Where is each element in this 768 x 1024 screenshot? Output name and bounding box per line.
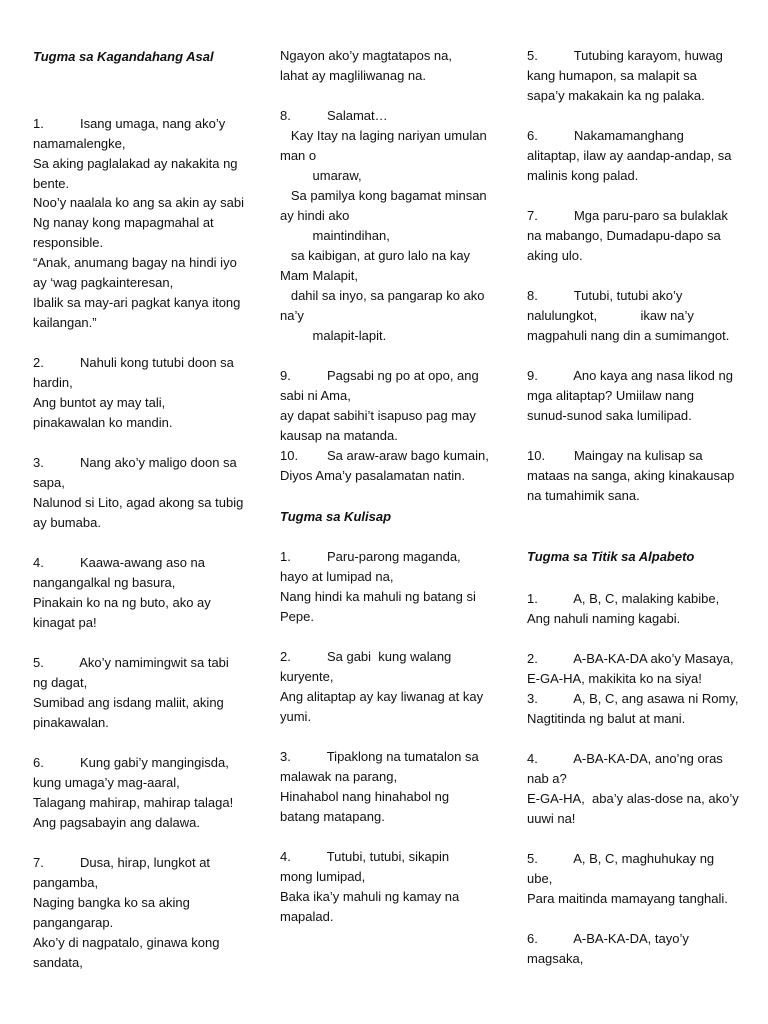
text-line: Ang buntot ay may tali, <box>33 395 166 410</box>
text-line: 2. A-BA-KA-DA ako’y Masaya, <box>527 651 734 666</box>
text-line: 9. Pagsabi ng po at opo, ang <box>280 368 479 383</box>
text-line: mapalad. <box>280 909 334 924</box>
text-line: na mabango, Dumadapu-dapo sa <box>527 228 721 243</box>
text-line: Diyos Ama’y pasalamatan natin. <box>280 468 465 483</box>
text-line: Ako’y di nagpatalo, ginawa kong <box>33 935 220 950</box>
text-line: kinagat pa! <box>33 615 97 630</box>
text-line: 5. A, B, C, maghuhukay ng <box>527 851 715 866</box>
text-line: sandata, <box>33 955 83 970</box>
text-line: pangangarap. <box>33 915 114 930</box>
text-line: 7. Mga paru-paro sa bulaklak <box>527 208 728 223</box>
text-line: Nagtitinda ng balut at mani. <box>527 711 686 726</box>
text-line: malapit-lapit. <box>280 328 387 343</box>
text-line: alitaptap, ilaw ay aandap-andap, sa <box>527 148 732 163</box>
text-line: 3. A, B, C, ang asawa ni Romy, <box>527 691 739 706</box>
text-line: Para maitinda mamayang tanghali. <box>527 891 728 906</box>
text-line: ube, <box>527 871 553 886</box>
text-line: Pepe. <box>280 609 314 624</box>
text-line: 2. Nahuli kong tutubi doon sa <box>33 355 234 370</box>
text-line: 3. Nang ako’y maligo doon sa <box>33 455 237 470</box>
text-line: malinis kong palad. <box>527 168 639 183</box>
text-line: Baka ika’y mahuli ng kamay na <box>280 889 460 904</box>
text-line: Ang alitaptap ay kay liwanag at kay <box>280 689 484 704</box>
text-line: 1. Isang umaga, nang ako’y <box>33 116 226 131</box>
text-line: 2. Sa gabi kung walang <box>280 649 452 664</box>
text-line: hayo at lumipad na, <box>280 569 394 584</box>
text-line: nangangalkal ng basura, <box>33 575 176 590</box>
text-line: E-GA-HA, aba’y alas-dose na, ako’y <box>527 791 739 806</box>
text-line: 4. A-BA-KA-DA, ano’ng oras <box>527 751 723 766</box>
text-line: ay ‘wag pagkainteresan, <box>33 275 174 290</box>
text-line: “Anak, anumang bagay na hindi iyo <box>33 255 237 270</box>
text-line: pinakawalan ko mandin. <box>33 415 173 430</box>
text-line: 8. Tutubi, tutubi ako’y <box>527 288 683 303</box>
text-line: sapa’y makakain ka ng palaka. <box>527 88 705 103</box>
text-line: 6. Kung gabi’y mangingisda, <box>33 755 229 770</box>
text-line: Sa pamilya kong bagamat minsan <box>280 188 487 203</box>
text-line: Talagang mahirap, mahirap talaga! <box>33 795 234 810</box>
text-line: Ibalik sa may-ari pagkat kanya itong <box>33 295 241 310</box>
text-line: maintindihan, <box>280 228 390 243</box>
text-line: 3. Tipaklong na tumatalon sa <box>280 749 479 764</box>
section-heading: Tugma sa Kagandahang Asal <box>33 49 214 64</box>
text-line: magpahuli nang din a sumimangot. <box>527 328 730 343</box>
text-line: mga alitaptap? Umiilaw nang <box>527 388 694 403</box>
text-line: Noo’y naalala ko ang sa akin ay sabi <box>33 195 245 210</box>
text-line: 8. Salamat… <box>280 108 388 123</box>
text-line: 5. Tutubing karayom, huwag <box>527 48 723 63</box>
text-line: hardin, <box>33 375 73 390</box>
text-line: yumi. <box>280 709 312 724</box>
text-line: Ngayon ako’y magtatapos na, <box>280 48 452 63</box>
text-line: E-GA-HA, makikita ko na siya! <box>527 671 702 686</box>
text-line: lahat ay magliliwanag na. <box>280 68 426 83</box>
text-line: 7. Dusa, hirap, lungkot at <box>33 855 211 870</box>
text-line: sabi ni Ama, <box>280 388 351 403</box>
text-line: namamalengke, <box>33 136 126 151</box>
text-line: nab a? <box>527 771 567 786</box>
section-heading: Tugma sa Titik sa Alpabeto <box>527 549 695 564</box>
text-line: bente. <box>33 176 70 191</box>
text-line: mong lumipad, <box>280 869 366 884</box>
text-line: dahil sa inyo, sa pangarap ko ako <box>280 288 485 303</box>
text-line: sunud-sunod saka lumilipad. <box>527 408 692 423</box>
text-line: malawak na parang, <box>280 769 398 784</box>
text-line: sapa, <box>33 475 65 490</box>
text-line: ay hindi ako <box>280 208 350 223</box>
text-line: Nalunod si Lito, agad akong sa tubig <box>33 495 244 510</box>
text-line: kuryente, <box>280 669 334 684</box>
text-line: ng dagat, <box>33 675 88 690</box>
text-line: responsible. <box>33 235 104 250</box>
text-line: Kay Itay na laging nariyan umulan <box>280 128 487 143</box>
text-line: 5. Ako’y namimingwit sa tabi <box>33 655 229 670</box>
text-line: Ang nahuli naming kagabi. <box>527 611 681 626</box>
text-line: 9. Ano kaya ang nasa likod ng <box>527 368 733 383</box>
text-line: 6. Nakamamanghang <box>527 128 684 143</box>
text-line: na tumahimik sana. <box>527 488 640 503</box>
text-line: magsaka, <box>527 951 584 966</box>
text-line: mataas na sanga, aking kinakausap <box>527 468 735 483</box>
text-line: 1. A, B, C, malaking kabibe, <box>527 591 720 606</box>
text-line: Ng nanay kong mapagmahal at <box>33 215 214 230</box>
text-line: 4. Kaawa-awang aso na <box>33 555 205 570</box>
text-line: Sumibad ang isdang maliit, aking <box>33 695 224 710</box>
text-line: kang humapon, sa malapit sa <box>527 68 697 83</box>
text-line: Naging bangka ko sa aking <box>33 895 190 910</box>
text-line: batang matapang. <box>280 809 385 824</box>
text-line: 10. Maingay na kulisap sa <box>527 448 703 463</box>
section-heading: Tugma sa Kulisap <box>280 509 392 524</box>
text-line: Sa aking paglalakad ay nakakita ng <box>33 156 238 171</box>
text-line: Mam Malapit, <box>280 268 359 283</box>
text-line: 10. Sa araw-araw bago kumain, <box>280 448 489 463</box>
text-line: aking ulo. <box>527 248 583 263</box>
text-line: pangamba, <box>33 875 99 890</box>
text-line: kung umaga’y mag-aaral, <box>33 775 180 790</box>
text-line: 6. A-BA-KA-DA, tayo’y <box>527 931 689 946</box>
text-line: man o <box>280 148 317 163</box>
text-line: Pinakain ko na ng buto, ako ay <box>33 595 211 610</box>
text-line: kailangan.” <box>33 315 97 330</box>
text-line: ay dapat sabihi’t isapuso pag may <box>280 408 476 423</box>
text-line: sa kaibigan, at guro lalo na kay <box>280 248 471 263</box>
text-line: kausap na matanda. <box>280 428 398 443</box>
text-line: 4. Tutubi, tutubi, sikapin <box>280 849 450 864</box>
text-line: Nang hindi ka mahuli ng batang si <box>280 589 476 604</box>
text-line: uuwi na! <box>527 811 576 826</box>
text-line: Hinahabol nang hinahabol ng <box>280 789 450 804</box>
text-line: Ang pagsabayin ang dalawa. <box>33 815 200 830</box>
text-line: nalulungkot, ikaw na’y <box>527 308 694 323</box>
text-line: umaraw, <box>280 168 362 183</box>
text-line: 1. Paru-parong maganda, <box>280 549 461 564</box>
text-line: na’y <box>280 308 304 323</box>
text-line: pinakawalan. <box>33 715 109 730</box>
text-line: ay bumaba. <box>33 515 101 530</box>
